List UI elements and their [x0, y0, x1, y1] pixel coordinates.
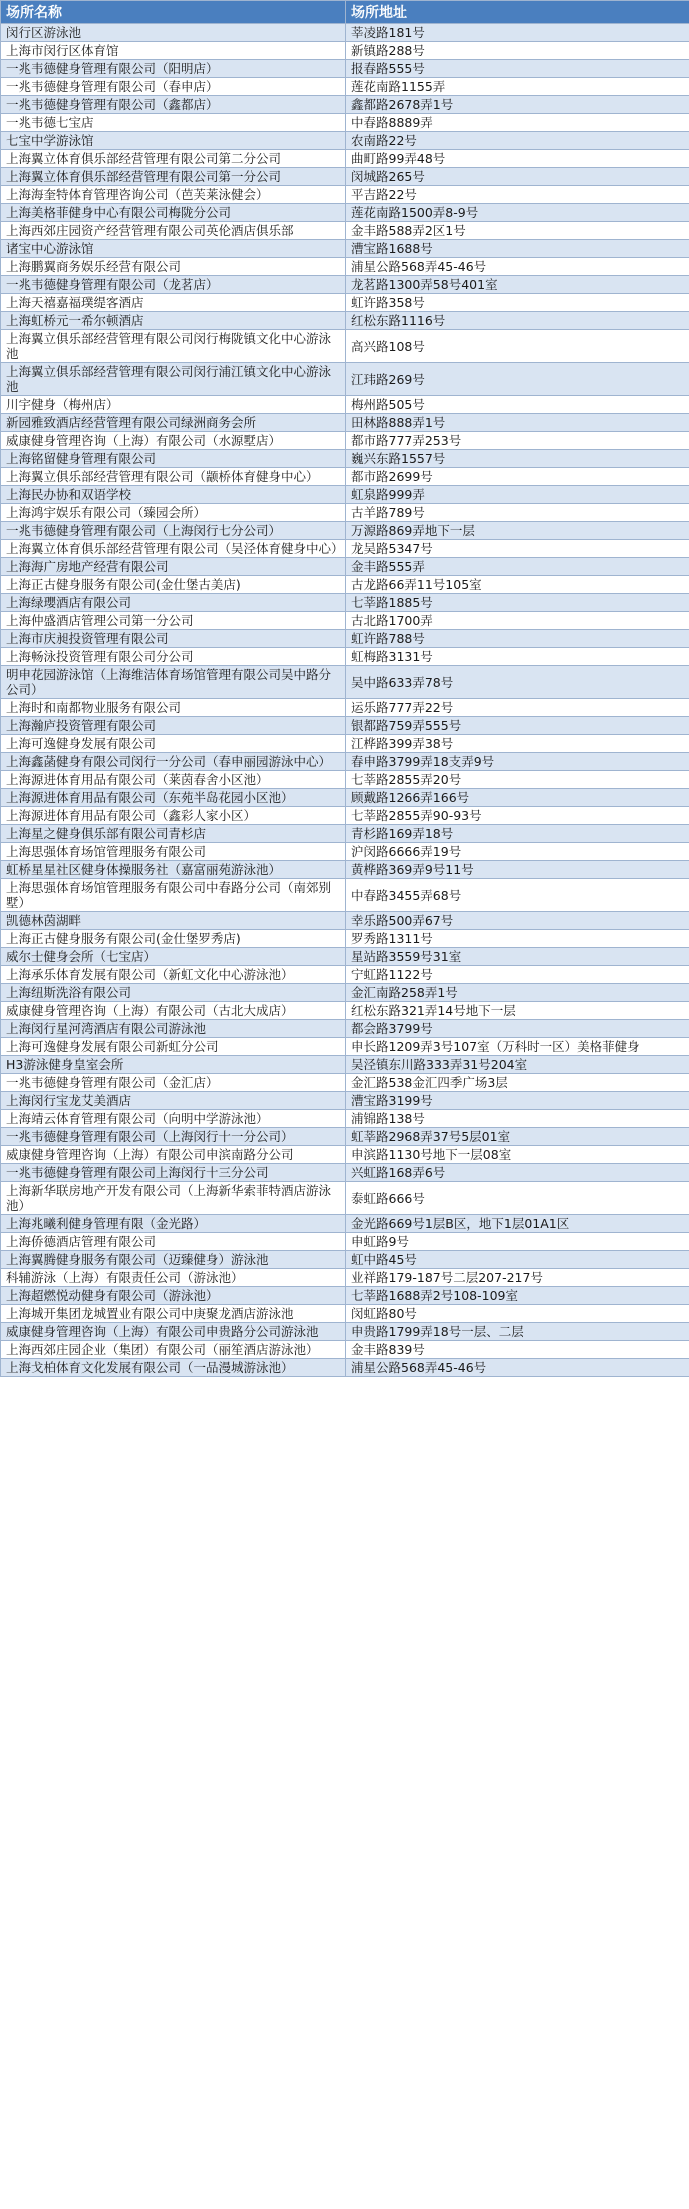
venue-name-cell[interactable]: 上海纽斯洗浴有限公司	[1, 984, 346, 1002]
table-row	[1, 1341, 689, 1359]
table-row	[1, 1020, 689, 1038]
venue-name-cell[interactable]: 上海仲盛酒店管理公司第一分公司	[1, 612, 346, 630]
venue-name-cell[interactable]: 上海闵行星河湾酒店有限公司游泳池	[1, 1020, 346, 1038]
table-row	[1, 96, 689, 114]
table-row	[1, 1233, 689, 1251]
venue-name-cell[interactable]: 上海思强体育场馆管理服务有限公司中春路分公司（南郊别墅）	[1, 879, 346, 912]
table-row	[1, 879, 689, 912]
venue-address-cell[interactable]: 虹中路45号	[346, 1251, 689, 1269]
header-row	[1, 1, 689, 24]
venue-name-cell[interactable]: 威康健身管理咨询（上海）有限公司（古北大成店）	[1, 1002, 346, 1020]
venue-address-cell[interactable]: 金汇南路258弄1号	[346, 984, 689, 1002]
venue-name-cell[interactable]: 上海翼腾健身服务有限公司（迈臻健身）游泳池	[1, 1251, 346, 1269]
venue-address-cell[interactable]: 金汇路538金汇四季广场3层	[346, 1074, 689, 1092]
venue-address-cell[interactable]: 虹莘路2968弄37号5层01室	[346, 1128, 689, 1146]
table-row	[1, 789, 689, 807]
table-row	[1, 594, 689, 612]
table-row	[1, 60, 689, 78]
venue-address-cell[interactable]: 虹许路358号	[346, 294, 689, 312]
venue-name-cell[interactable]: 上海虹桥元一希尔顿酒店	[1, 312, 346, 330]
venue-address-cell[interactable]: 梅州路505号	[346, 396, 689, 414]
venue-name-cell[interactable]: 上海超燃悦动健身有限公司（游泳池）	[1, 1287, 346, 1305]
venue-name-cell[interactable]: 明申花园游泳馆（上海维洁体育场馆管理有限公司吴中路分公司）	[1, 666, 346, 699]
venue-address-cell[interactable]: 农南路22号	[346, 132, 689, 150]
venue-name-cell[interactable]: 上海鹏翼商务娱乐经营有限公司	[1, 258, 346, 276]
venue-name-cell[interactable]: 上海可逸健身发展有限公司新虹分公司	[1, 1038, 346, 1056]
venue-address-cell[interactable]: 七莘路2855弄20号	[346, 771, 689, 789]
table-row	[1, 1323, 689, 1341]
venue-address-cell[interactable]: 星站路3559号31室	[346, 948, 689, 966]
table-row	[1, 699, 689, 717]
table-row	[1, 1038, 689, 1056]
venue-address-cell[interactable]: 古羊路789号	[346, 504, 689, 522]
venue-address-cell[interactable]: 业祥路179-187号二层207-217号	[346, 1269, 689, 1287]
venue-name-cell[interactable]: 上海星之健身俱乐部有限公司青杉店	[1, 825, 346, 843]
table-row	[1, 168, 689, 186]
table-row	[1, 150, 689, 168]
table-row	[1, 717, 689, 735]
venue-name-cell[interactable]: 上海城开集团龙城置业有限公司中庚聚龙酒店游泳池	[1, 1305, 346, 1323]
table-row	[1, 1359, 689, 1377]
venue-name-cell[interactable]: 上海天禧嘉福璞缇客酒店	[1, 294, 346, 312]
venue-address-cell[interactable]: 罗秀路1311号	[346, 930, 689, 948]
table-row	[1, 735, 689, 753]
venue-name-cell[interactable]: 一兆韦德健身管理有限公司（上海闵行七分公司）	[1, 522, 346, 540]
table-row	[1, 363, 689, 396]
venue-address-cell[interactable]: 高兴路108号	[346, 330, 689, 363]
table-row	[1, 240, 689, 258]
venue-address-cell[interactable]: 浦星公路568弄45-46号	[346, 1359, 689, 1377]
table-row	[1, 771, 689, 789]
table-row	[1, 558, 689, 576]
venue-name-cell[interactable]: 上海西郊庄园企业（集团）有限公司（丽笙酒店游泳池）	[1, 1341, 346, 1359]
venue-address-cell[interactable]: 黄桦路369弄9号11号	[346, 861, 689, 879]
table-row	[1, 753, 689, 771]
venue-name-cell[interactable]: 川宇健身（梅州店）	[1, 396, 346, 414]
venue-name-cell[interactable]: 一兆韦德七宝店	[1, 114, 346, 132]
venue-address-cell[interactable]: 青杉路169弄18号	[346, 825, 689, 843]
venue-address-cell[interactable]: 虹梅路3131号	[346, 648, 689, 666]
venue-address-cell[interactable]: 古龙路66弄11号105室	[346, 576, 689, 594]
venue-address-cell[interactable]: 都市路777弄253号	[346, 432, 689, 450]
venue-address-cell[interactable]: 莲花南路1500弄8-9号	[346, 204, 689, 222]
venue-address-cell[interactable]: 中春路8889弄	[346, 114, 689, 132]
table-row	[1, 930, 689, 948]
table-row	[1, 432, 689, 450]
venue-address-cell[interactable]: 报春路555号	[346, 60, 689, 78]
venue-name-cell[interactable]: 上海正古健身服务有限公司(金仕堡罗秀店)	[1, 930, 346, 948]
table-row	[1, 984, 689, 1002]
venue-address-cell[interactable]: 金丰路588弄2区1号	[346, 222, 689, 240]
venue-address-cell[interactable]: 春申路3799弄18支弄9号	[346, 753, 689, 771]
venue-name-cell[interactable]: 上海时和南都物业服务有限公司	[1, 699, 346, 717]
venue-address-cell[interactable]: 平吉路22号	[346, 186, 689, 204]
venue-address-cell[interactable]: 运乐路777弄22号	[346, 699, 689, 717]
venue-address-cell[interactable]: 浦星公路568弄45-46号	[346, 258, 689, 276]
table-row	[1, 450, 689, 468]
venue-name-cell[interactable]: 威康健身管理咨询（上海）有限公司（水源墅店）	[1, 432, 346, 450]
table-row	[1, 396, 689, 414]
header-venue-name[interactable]: 场所名称	[1, 1, 346, 24]
venue-name-cell[interactable]: 威康健身管理咨询（上海）有限公司申贵路分公司游泳池	[1, 1323, 346, 1341]
venue-address-cell[interactable]: 七莘路1885号	[346, 594, 689, 612]
venue-address-cell[interactable]: 申长路1209弄3号107室（万科时一区）美格菲健身	[346, 1038, 689, 1056]
venue-address-cell[interactable]: 申贵路1799弄18号一层、二层	[346, 1323, 689, 1341]
venue-name-cell[interactable]: 上海畅泳投资管理有限公司分公司	[1, 648, 346, 666]
table-row	[1, 468, 689, 486]
venue-name-cell[interactable]: 上海新华联房地产开发有限公司（上海新华索菲特酒店游泳池）	[1, 1182, 346, 1215]
venue-address-cell[interactable]: 吴中路633弄78号	[346, 666, 689, 699]
table-row	[1, 414, 689, 432]
venue-address-cell[interactable]: 闵虹路80号	[346, 1305, 689, 1323]
table-row	[1, 294, 689, 312]
venue-address-cell[interactable]: 江玮路269号	[346, 363, 689, 396]
table-row	[1, 276, 689, 294]
table-row	[1, 312, 689, 330]
table-row	[1, 1287, 689, 1305]
table-row	[1, 1128, 689, 1146]
table-row	[1, 807, 689, 825]
venue-address-cell[interactable]: 鑫都路2678弄1号	[346, 96, 689, 114]
venue-address-cell[interactable]: 龙茗路1300弄58号401室	[346, 276, 689, 294]
venue-name-cell[interactable]: 上海市庆昶投资管理有限公司	[1, 630, 346, 648]
venue-address-cell[interactable]: 中春路3455弄68号	[346, 879, 689, 912]
venue-address-cell[interactable]: 七莘路2855弄90-93号	[346, 807, 689, 825]
venue-name-cell[interactable]: 上海正古健身服务有限公司(金仕堡古美店)	[1, 576, 346, 594]
venue-name-cell[interactable]: 一兆韦德健身管理有限公司上海闵行十三分公司	[1, 1164, 346, 1182]
table-row	[1, 204, 689, 222]
venue-address-cell[interactable]: 申虹路9号	[346, 1233, 689, 1251]
venue-name-cell[interactable]: 一兆韦德健身管理有限公司（鑫都店）	[1, 96, 346, 114]
venue-address-cell[interactable]: 宁虹路1122号	[346, 966, 689, 984]
venue-name-cell[interactable]: 凯德林茵湖畔	[1, 912, 346, 930]
venue-name-cell[interactable]: 上海兆曦利健身管理有限（金光路）	[1, 1215, 346, 1233]
venue-name-cell[interactable]: 上海源进体育用品有限公司（莱茵春舍小区池）	[1, 771, 346, 789]
table-row	[1, 1092, 689, 1110]
table-row	[1, 1182, 689, 1215]
venue-address-cell[interactable]: 兴虹路168弄6号	[346, 1164, 689, 1182]
table-row	[1, 1269, 689, 1287]
venue-name-cell[interactable]: 新园雅致酒店经营管理有限公司绿洲商务会所	[1, 414, 346, 432]
venue-name-cell[interactable]: 上海闵行宝龙艾美酒店	[1, 1092, 346, 1110]
table-row	[1, 78, 689, 96]
table-row	[1, 1146, 689, 1164]
table-row	[1, 1056, 689, 1074]
venue-address-cell[interactable]: 漕宝路3199号	[346, 1092, 689, 1110]
table-row	[1, 1215, 689, 1233]
venue-address-cell[interactable]: 吴泾镇东川路333弄31号204室	[346, 1056, 689, 1074]
venue-address-cell[interactable]: 金丰路839号	[346, 1341, 689, 1359]
venue-name-cell[interactable]: 上海思强体育场馆管理服务有限公司	[1, 843, 346, 861]
venue-name-cell[interactable]: 上海翼立体育俱乐部经营管理有限公司（吴泾体育健身中心）	[1, 540, 346, 558]
venue-name-cell[interactable]: 威尔士健身会所（七宝店）	[1, 948, 346, 966]
venue-name-cell[interactable]: H3游泳健身皇室会所	[1, 1056, 346, 1074]
venue-address-cell[interactable]: 曲町路99弄48号	[346, 150, 689, 168]
venue-address-cell[interactable]: 漕宝路1688号	[346, 240, 689, 258]
table-row	[1, 948, 689, 966]
table-row	[1, 522, 689, 540]
venue-address-cell[interactable]: 金丰路555弄	[346, 558, 689, 576]
venue-name-cell[interactable]: 上海侨德酒店管理有限公司	[1, 1233, 346, 1251]
venue-name-cell[interactable]: 诸宝中心游泳馆	[1, 240, 346, 258]
venue-address-cell[interactable]: 幸乐路500弄67号	[346, 912, 689, 930]
venue-address-cell[interactable]: 龙吴路5347号	[346, 540, 689, 558]
venue-address-cell[interactable]: 巍兴东路1557号	[346, 450, 689, 468]
venue-name-cell[interactable]: 上海可逸健身发展有限公司	[1, 735, 346, 753]
venue-name-cell[interactable]: 上海海广房地产经营有限公司	[1, 558, 346, 576]
venue-name-cell[interactable]: 上海美格菲健身中心有限公司梅陇分公司	[1, 204, 346, 222]
venue-address-cell[interactable]: 浦锦路138号	[346, 1110, 689, 1128]
venue-address-cell[interactable]: 红松东路1116号	[346, 312, 689, 330]
venue-address-cell[interactable]: 泰虹路666号	[346, 1182, 689, 1215]
venue-address-cell[interactable]: 红松东路321弄14号地下一层	[346, 1002, 689, 1020]
venue-name-cell[interactable]: 上海铭留健身管理有限公司	[1, 450, 346, 468]
venue-name-cell[interactable]: 上海翼立体育俱乐部经营管理有限公司第一分公司	[1, 168, 346, 186]
table-row	[1, 132, 689, 150]
venue-name-cell[interactable]: 上海源进体育用品有限公司（鑫彩人家小区）	[1, 807, 346, 825]
venue-name-cell[interactable]: 上海翼立体育俱乐部经营管理有限公司第二分公司	[1, 150, 346, 168]
venue-name-cell[interactable]: 一兆韦德健身管理有限公司（阳明店）	[1, 60, 346, 78]
venue-address-cell[interactable]: 新镇路288号	[346, 42, 689, 60]
table-row	[1, 648, 689, 666]
table-row	[1, 1251, 689, 1269]
venue-name-cell[interactable]: 一兆韦德健身管理有限公司（春申店）	[1, 78, 346, 96]
table-row	[1, 504, 689, 522]
table-row	[1, 1074, 689, 1092]
venue-name-cell[interactable]: 上海源进体育用品有限公司（东苑半岛花园小区池）	[1, 789, 346, 807]
table-row	[1, 486, 689, 504]
table-row	[1, 825, 689, 843]
header-venue-address[interactable]: 场所地址	[346, 1, 689, 24]
venue-name-cell[interactable]: 上海靖云体育管理有限公司（向明中学游泳池）	[1, 1110, 346, 1128]
table-row	[1, 1002, 689, 1020]
table-row	[1, 114, 689, 132]
venue-name-cell[interactable]: 一兆韦德健身管理有限公司（上海闵行十一分公司）	[1, 1128, 346, 1146]
venue-name-cell[interactable]: 上海翼立俱乐部经营管理有限公司闵行浦江镇文化中心游泳池	[1, 363, 346, 396]
table-row	[1, 912, 689, 930]
venue-address-cell[interactable]: 金光路669号1层B区，地下1层01A1区	[346, 1215, 689, 1233]
table-row	[1, 666, 689, 699]
venue-address-cell[interactable]: 江桦路399弄38号	[346, 735, 689, 753]
table-row	[1, 1164, 689, 1182]
table-row	[1, 1110, 689, 1128]
venue-address-cell[interactable]: 虹泉路999弄	[346, 486, 689, 504]
venue-name-cell[interactable]: 上海承乐体育发展有限公司（新虹文化中心游泳池）	[1, 966, 346, 984]
table-row	[1, 966, 689, 984]
venue-address-cell[interactable]: 莲花南路1155弄	[346, 78, 689, 96]
venue-name-cell[interactable]: 上海戈柏体育文化发展有限公司（一品漫城游泳池）	[1, 1359, 346, 1377]
table-row	[1, 222, 689, 240]
venue-address-cell[interactable]: 田林路888弄1号	[346, 414, 689, 432]
venue-name-cell[interactable]: 上海海奎特体育管理咨询公司（芭芙莱泳健会）	[1, 186, 346, 204]
table-row	[1, 576, 689, 594]
venue-address-cell[interactable]: 闵城路265号	[346, 168, 689, 186]
table-row	[1, 42, 689, 60]
venue-address-cell[interactable]: 申滨路1130号地下一层08室	[346, 1146, 689, 1164]
table-row	[1, 540, 689, 558]
table-row	[1, 612, 689, 630]
table-row	[1, 330, 689, 363]
venue-name-cell[interactable]: 威康健身管理咨询（上海）有限公司申滨南路分公司	[1, 1146, 346, 1164]
venue-name-cell[interactable]: 上海市闵行区体育馆	[1, 42, 346, 60]
venue-name-cell[interactable]: 虹桥星星社区健身体操服务社（嘉富丽苑游泳池）	[1, 861, 346, 879]
venue-address-cell[interactable]: 七莘路1688弄2号108-109室	[346, 1287, 689, 1305]
venue-name-cell[interactable]: 上海翼立俱乐部经营管理有限公司闵行梅陇镇文化中心游泳池	[1, 330, 346, 363]
table-row	[1, 258, 689, 276]
venue-name-cell[interactable]: 上海鸿宇娱乐有限公司（臻园会所）	[1, 504, 346, 522]
venue-address-cell[interactable]: 银都路759弄555号	[346, 717, 689, 735]
venue-address-cell[interactable]: 顾戴路1266弄166号	[346, 789, 689, 807]
venue-name-cell[interactable]: 上海绿瓔酒店有限公司	[1, 594, 346, 612]
venue-name-cell[interactable]: 上海鑫菡健身有限公司闵行一分公司（春申丽园游泳中心）	[1, 753, 346, 771]
venue-name-cell[interactable]: 上海翼立俱乐部经营管理有限公司（颛桥体育健身中心）	[1, 468, 346, 486]
venue-name-cell[interactable]: 一兆韦德健身管理有限公司（金汇店）	[1, 1074, 346, 1092]
venue-name-cell[interactable]: 上海民办协和双语学校	[1, 486, 346, 504]
venue-address-cell[interactable]: 虹许路788号	[346, 630, 689, 648]
table-row	[1, 1305, 689, 1323]
table-row	[1, 843, 689, 861]
venue-address-cell[interactable]: 莘凌路181号	[346, 24, 689, 42]
venue-address-cell[interactable]: 万源路869弄地下一层	[346, 522, 689, 540]
venue-address-cell[interactable]: 都会路3799号	[346, 1020, 689, 1038]
table-row	[1, 186, 689, 204]
venue-address-cell[interactable]: 古北路1700弄	[346, 612, 689, 630]
venue-name-cell[interactable]: 一兆韦德健身管理有限公司（龙茗店）	[1, 276, 346, 294]
table-row	[1, 861, 689, 879]
venue-name-cell[interactable]: 闵行区游泳池	[1, 24, 346, 42]
venue-name-cell[interactable]: 上海西郊庄园资产经营管理有限公司英伦酒店俱乐部	[1, 222, 346, 240]
venue-name-cell[interactable]: 上海瀚庐投资管理有限公司	[1, 717, 346, 735]
table-row	[1, 24, 689, 42]
venue-address-cell[interactable]: 都市路2699号	[346, 468, 689, 486]
venue-address-cell[interactable]: 沪闵路6666弄19号	[346, 843, 689, 861]
table-row	[1, 630, 689, 648]
venue-name-cell[interactable]: 科辅游泳（上海）有限责任公司（游泳池）	[1, 1269, 346, 1287]
venue-name-cell[interactable]: 七宝中学游泳馆	[1, 132, 346, 150]
